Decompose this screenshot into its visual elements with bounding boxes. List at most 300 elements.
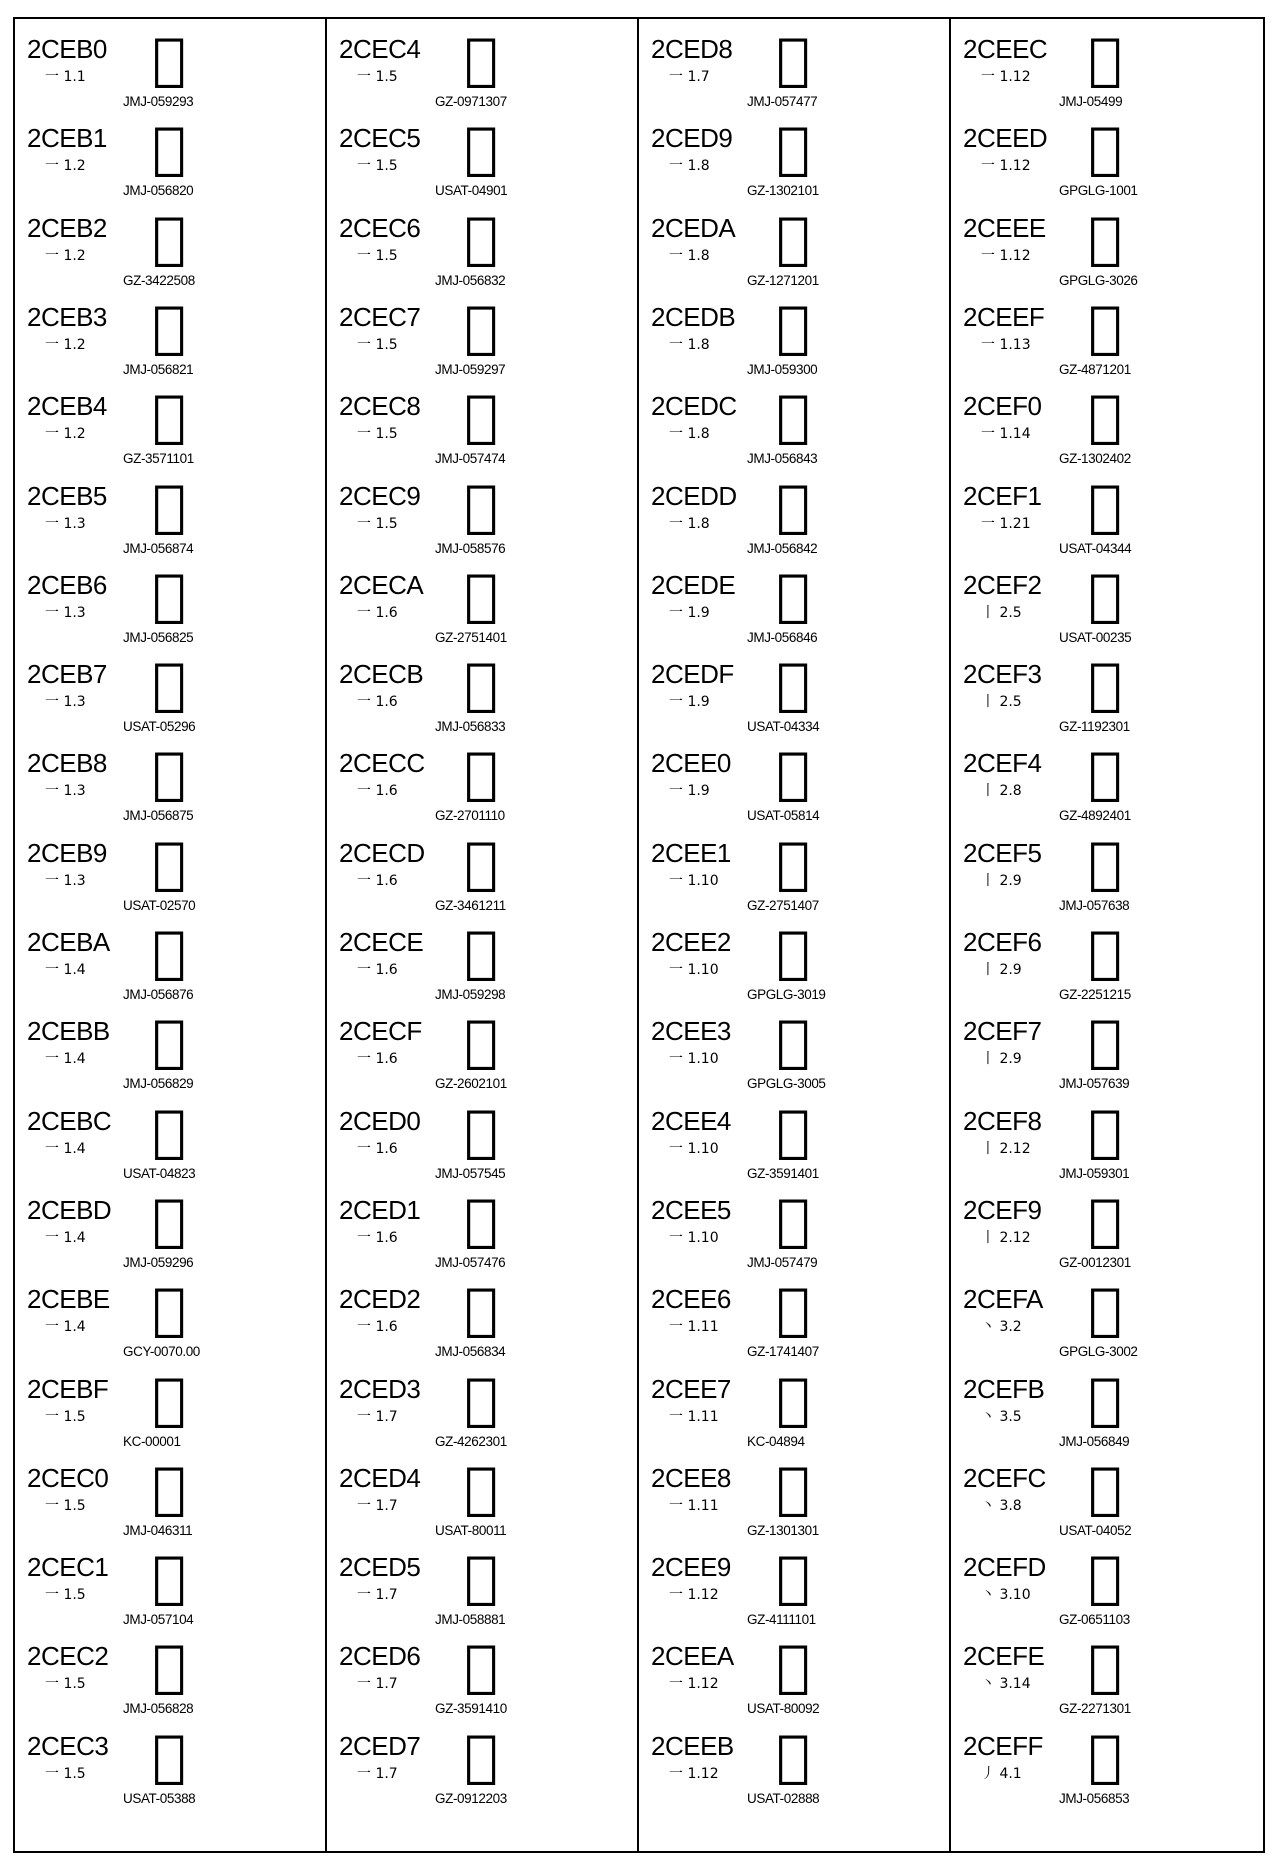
character-glyph: 𬺴 [152,384,186,450]
chart-entry [15,555,325,643]
radical-stroke-label: 一 1.8 [669,247,710,264]
source-reference-label: USAT-05296 [123,719,196,735]
character-glyph: 𬺻 [152,1009,186,1075]
character-glyph: 𬻅 [464,116,498,182]
code-point-label: 2CEEA [651,1641,734,1672]
source-reference-label: GZ-0012301 [1059,1254,1131,1270]
radical-stroke-label: 一 1.9 [669,604,710,621]
code-point-label: 2CECD [339,837,425,868]
chart-entry [639,1091,949,1179]
radical-stroke-label: 一 1.10 [669,1229,719,1246]
character-glyph: 𬻽 [1088,1545,1122,1611]
character-glyph: 𬻒 [464,1277,498,1343]
chart-entry [327,912,637,1000]
chart-entry [327,1180,637,1268]
source-reference-label: JMJ-056843 [747,451,818,467]
source-reference-label: GCY-0070.00 [123,1344,200,1360]
source-reference-label: JMJ-056829 [123,1076,194,1092]
character-glyph: 𬻺 [1088,1277,1122,1343]
code-chart-frame [13,17,1265,1853]
code-point-label: 2CEDC [651,391,737,422]
chart-entry [15,287,325,375]
code-point-label: 2CECB [339,659,424,690]
source-reference-label: GZ-2271301 [1059,1701,1131,1717]
chart-entry [327,555,637,643]
radical-stroke-label: 一 1.13 [981,336,1031,353]
chart-entry [15,19,325,107]
code-point-label: 2CEE0 [651,748,731,779]
chart-entry [951,1537,1263,1628]
source-reference-label: USAT-05388 [123,1790,196,1806]
chart-entry [951,733,1263,824]
radical-stroke-label: 丨 2.12 [981,1140,1031,1157]
code-point-label: 2CEF7 [963,1016,1042,1047]
character-glyph: 𬺽 [152,1187,186,1253]
source-reference-label: USAT-02888 [747,1790,820,1806]
chart-entry [951,287,1263,375]
radical-stroke-label: 一 1.3 [45,515,86,532]
radical-stroke-label: 一 1.4 [45,1229,86,1246]
radical-stroke-label: 一 1.8 [669,336,710,353]
radical-stroke-label: 一 1.8 [669,158,710,175]
character-glyph: 𬻮 [1088,205,1122,271]
source-reference-label: GZ-2251215 [1059,987,1131,1002]
code-point-label: 2CEE1 [651,837,731,868]
source-reference-label: KC-00001 [123,1433,181,1449]
radical-stroke-label: 一 1.5 [357,336,398,353]
code-point-label: 2CEB0 [27,34,107,64]
radical-stroke-label: 一 1.2 [45,158,86,175]
chart-entry [327,1537,637,1628]
code-point-label: 2CEB8 [27,748,107,779]
code-point-label: 2CEBB [27,1016,110,1047]
source-reference-label: GZ-1301301 [747,1522,819,1538]
radical-stroke-label: 一 1.3 [45,872,86,889]
source-reference-label: USAT-04901 [435,183,508,199]
source-reference-label: JMJ-058576 [435,540,506,556]
source-reference-label: USAT-02570 [123,897,196,913]
character-glyph: 𬻲 [1088,562,1122,628]
radical-stroke-label: 丶 3.10 [981,1587,1031,1604]
chart-entry [639,108,949,199]
code-point-label: 2CED3 [339,1373,421,1404]
radical-stroke-label: 丨 2.9 [981,872,1022,889]
source-reference-label: JMJ-056828 [123,1701,194,1717]
character-glyph: 𬺱 [152,116,186,182]
radical-stroke-label: 一 1.5 [357,69,398,85]
source-reference-label: JMJ-059293 [123,94,194,109]
character-glyph: 𬻕 [464,1545,498,1611]
radical-stroke-label: 一 1.6 [357,962,398,978]
character-glyph: 𬻪 [776,1634,810,1700]
source-reference-label: JMJ-056834 [435,1344,506,1360]
source-reference-label: GZ-3422508 [123,272,195,288]
radical-stroke-label: 一 1.3 [45,694,86,711]
chart-entry [327,466,637,554]
code-point-label: 2CED6 [339,1641,421,1672]
character-glyph: 𬻹 [1088,1187,1122,1253]
radical-stroke-label: 一 1.10 [669,872,719,889]
character-glyph: 𬻼 [1088,1455,1122,1521]
chart-entry [639,1269,949,1360]
chart-entry [639,555,949,643]
source-reference-label: GPGLG-3002 [1059,1344,1138,1360]
character-glyph: 𬻇 [464,294,498,360]
radical-stroke-label: 丨 2.5 [981,604,1022,621]
character-glyph: 𬻄 [464,27,498,92]
code-point-label: 2CEE8 [651,1462,731,1493]
radical-stroke-label: 一 1.10 [669,1140,719,1157]
source-reference-label: USAT-05814 [747,808,820,824]
chart-entry [15,912,325,1000]
source-reference-label: USAT-04052 [1059,1522,1132,1538]
source-reference-label: GZ-2701110 [435,808,505,824]
character-glyph: 𬻴 [1088,741,1122,807]
radical-stroke-label: 一 1.9 [669,694,710,711]
character-glyph: 𬻦 [776,1277,810,1343]
source-reference-label: JMJ-059300 [747,361,818,377]
radical-stroke-label: 一 1.12 [669,1587,719,1604]
radical-stroke-label: 丶 3.8 [981,1497,1022,1514]
radical-stroke-label: 一 1.11 [669,1497,719,1514]
chart-entry [327,1269,637,1360]
code-point-label: 2CEF4 [963,748,1042,779]
code-point-label: 2CEC1 [27,1552,109,1583]
character-glyph: 𬺿 [152,1366,186,1432]
source-reference-label: JMJ-058881 [435,1612,506,1628]
character-glyph: 𬻾 [1088,1634,1122,1700]
radical-stroke-label: 丿 4.1 [981,1765,1022,1782]
radical-stroke-label: 一 1.6 [357,1229,398,1246]
source-reference-label: USAT-00235 [1059,629,1132,645]
code-point-label: 2CEEC [963,34,1048,64]
character-glyph: 𬻑 [464,1187,498,1253]
chart-entry [639,198,949,286]
source-reference-label: USAT-04823 [123,1165,196,1181]
character-glyph: 𬺶 [152,562,186,628]
radical-stroke-label: 一 1.7 [357,1587,398,1604]
radical-stroke-label: 丨 2.5 [981,694,1022,711]
radical-stroke-label: 丶 3.5 [981,1408,1022,1425]
code-point-label: 2CEB7 [27,659,107,690]
code-point-label: 2CEDD [651,480,737,511]
source-reference-label: JMJ-057639 [1059,1076,1130,1092]
code-point-label: 2CEBD [27,1194,112,1225]
radical-stroke-label: 一 1.10 [669,962,719,978]
radical-stroke-label: 一 1.6 [357,1051,398,1068]
radical-stroke-label: 一 1.7 [357,1408,398,1425]
chart-entry [327,198,637,286]
radical-stroke-label: 一 1.8 [669,515,710,532]
chart-entry [327,823,637,911]
code-point-label: 2CEDE [651,569,736,600]
character-glyph: 𬺵 [152,473,186,539]
character-glyph: 𬻟 [776,652,810,718]
character-glyph: 𬻌 [464,741,498,807]
radical-stroke-label: 一 1.14 [981,426,1031,443]
source-reference-label: JMJ-056874 [123,540,194,556]
character-glyph: 𬺲 [152,205,186,271]
chart-entry [15,1091,325,1179]
radical-stroke-label: 一 1.5 [357,426,398,443]
chart-entry [15,1626,325,1717]
radical-stroke-label: 一 1.6 [357,1319,398,1336]
chart-entry [327,1448,637,1536]
chart-entry [639,823,949,911]
code-point-label: 2CEE7 [651,1373,731,1404]
code-point-label: 2CED2 [339,1284,421,1315]
source-reference-label: JMJ-059297 [435,361,506,377]
chart-entry [327,1001,637,1092]
radical-stroke-label: 一 1.6 [357,604,398,621]
source-reference-label: GZ-4871201 [1059,361,1131,377]
source-reference-label: USAT-04344 [1059,540,1132,556]
chart-entry [951,912,1263,1000]
radical-stroke-label: 一 1.7 [357,1676,398,1693]
radical-stroke-label: 一 1.6 [357,1140,398,1157]
code-point-label: 2CEF2 [963,569,1042,600]
source-reference-label: JMJ-05499 [1059,94,1123,109]
code-point-label: 2CEFB [963,1373,1045,1404]
radical-stroke-label: 一 1.11 [669,1319,719,1336]
character-glyph: 𬻈 [464,384,498,450]
radical-stroke-label: 一 1.3 [45,783,86,800]
chart-column-4 [951,19,1263,1851]
source-reference-label: GPGLG-1001 [1059,183,1138,199]
code-point-label: 2CEBA [27,927,110,957]
chart-entry [15,1359,325,1447]
chart-entry [327,287,637,375]
character-glyph: 𬻸 [1088,1098,1122,1164]
code-point-label: 2CECE [339,927,424,957]
radical-stroke-label: 一 1.5 [45,1408,86,1425]
source-reference-label: JMJ-056846 [747,629,818,645]
character-glyph: 𬺸 [152,741,186,807]
chart-entry [15,466,325,554]
code-point-label: 2CEED [963,123,1048,154]
code-point-label: 2CEFD [963,1552,1046,1583]
radical-stroke-label: 一 1.2 [45,247,86,264]
character-glyph: 𬺹 [152,830,186,896]
character-glyph: 𬻩 [776,1545,810,1611]
character-glyph: 𬻳 [1088,652,1122,718]
radical-stroke-label: 一 1.5 [45,1676,86,1693]
code-point-label: 2CEFC [963,1462,1046,1493]
code-point-label: 2CEF0 [963,391,1042,422]
code-point-label: 2CEEB [651,1730,734,1761]
radical-stroke-label: 一 1.2 [45,336,86,353]
source-reference-label: JMJ-057476 [435,1254,506,1270]
character-glyph: 𬻥 [776,1187,810,1253]
source-reference-label: KC-04894 [747,1433,805,1449]
chart-entry [15,1537,325,1628]
source-reference-label: USAT-80092 [747,1701,820,1717]
character-glyph: 𬺺 [152,920,186,985]
character-glyph: 𬺷 [152,652,186,718]
character-glyph: 𬻘 [776,27,810,92]
radical-stroke-label: 一 1.12 [981,158,1031,175]
character-glyph: 𬻻 [1088,1366,1122,1432]
code-point-label: 2CEFE [963,1641,1045,1672]
code-point-label: 2CEB2 [27,212,107,243]
code-point-label: 2CEC0 [27,1462,109,1493]
chart-entry [15,198,325,286]
code-point-label: 2CED5 [339,1552,421,1583]
character-glyph: 𬻐 [464,1098,498,1164]
source-reference-label: JMJ-057104 [123,1612,194,1628]
chart-entry [639,644,949,735]
source-reference-label: GZ-2602101 [435,1076,507,1092]
code-point-label: 2CEB4 [27,391,107,422]
code-point-label: 2CEFA [963,1284,1043,1315]
character-glyph: 𬻖 [464,1634,498,1700]
source-reference-label: GZ-0912203 [435,1790,507,1806]
source-reference-label: GZ-3591401 [747,1165,819,1181]
radical-stroke-label: 一 1.12 [669,1676,719,1693]
character-glyph: 𬻠 [776,741,810,807]
radical-stroke-label: 丨 2.9 [981,962,1022,978]
source-reference-label: JMJ-056832 [435,272,506,288]
source-reference-label: GZ-3591410 [435,1701,507,1717]
chart-column-3 [639,19,951,1851]
code-point-label: 2CEF1 [963,480,1042,511]
radical-stroke-label: 一 1.5 [45,1765,86,1782]
character-glyph: 𬻔 [464,1455,498,1521]
source-reference-label: JMJ-057638 [1059,897,1130,913]
source-reference-label: GPGLG-3026 [1059,272,1138,288]
radical-stroke-label: 一 1.7 [357,1765,398,1782]
radical-stroke-label: 一 1.21 [981,515,1031,532]
chart-entry [951,1359,1263,1447]
radical-stroke-label: 一 1.12 [981,247,1031,264]
chart-entry [327,1091,637,1179]
chart-entry [951,1626,1263,1717]
character-glyph: 𬻎 [464,920,498,985]
source-reference-label: JMJ-059298 [435,987,506,1002]
chart-entry [15,733,325,824]
code-point-label: 2CEF3 [963,659,1042,690]
radical-stroke-label: 一 1.6 [357,783,398,800]
radical-stroke-label: 一 1.6 [357,872,398,889]
radical-stroke-label: 一 1.5 [357,158,398,175]
chart-entry [15,108,325,199]
code-point-label: 2CEE5 [651,1194,731,1225]
source-reference-label: GZ-3461211 [435,897,506,913]
chart-entry [639,1626,949,1717]
chart-entry [951,198,1263,286]
code-point-label: 2CEE6 [651,1284,731,1315]
source-reference-label: JMJ-056875 [123,808,194,824]
chart-entry [951,1001,1263,1092]
source-reference-label: GZ-1302101 [747,183,819,199]
chart-entry [639,733,949,824]
code-point-label: 2CEB3 [27,301,107,332]
source-reference-label: JMJ-046311 [123,1522,193,1538]
code-point-label: 2CEF6 [963,927,1042,957]
source-reference-label: GZ-0971307 [435,94,507,109]
source-reference-label: GZ-2751407 [747,897,819,913]
code-point-label: 2CEC8 [339,391,421,422]
character-glyph: 𬻃 [152,1723,186,1789]
radical-stroke-label: 一 1.4 [45,962,86,978]
source-reference-label: JMJ-056820 [123,183,194,199]
chart-entry [639,1001,949,1092]
chart-column-1 [15,19,327,1851]
code-point-label: 2CEF5 [963,837,1042,868]
chart-entry [639,1359,949,1447]
source-reference-label: JMJ-056833 [435,719,506,735]
chart-entry [951,1180,1263,1268]
source-reference-label: GZ-4262301 [435,1433,507,1449]
character-glyph: 𬻊 [464,562,498,628]
chart-entry [639,287,949,375]
chart-entry [951,1448,1263,1536]
chart-entry [327,19,637,107]
source-reference-label: JMJ-056876 [123,987,194,1002]
chart-entry [15,1448,325,1536]
chart-entry [15,823,325,911]
character-glyph: 𬻛 [776,294,810,360]
code-point-label: 2CEB9 [27,837,107,868]
source-reference-label: GPGLG-3019 [747,987,826,1002]
chart-entry [15,376,325,467]
source-reference-label: GZ-2751401 [435,629,507,645]
character-glyph: 𬻙 [776,116,810,182]
character-glyph: 𬻍 [464,830,498,896]
code-point-label: 2CEE3 [651,1016,731,1047]
radical-stroke-label: 一 1.12 [669,1765,719,1782]
source-reference-label: USAT-04334 [747,719,820,735]
chart-entry [951,1269,1263,1360]
chart-entry [15,1001,325,1092]
radical-stroke-label: 一 1.5 [45,1587,86,1604]
code-point-label: 2CEB6 [27,569,107,600]
code-point-label: 2CED0 [339,1105,421,1136]
code-point-label: 2CEF9 [963,1194,1042,1225]
character-glyph: 𬻿 [1088,1723,1122,1789]
code-point-label: 2CEBF [27,1373,109,1404]
source-reference-label: JMJ-059296 [123,1254,194,1270]
chart-entry [951,108,1263,199]
chart-entry [639,912,949,1000]
chart-entry [327,1626,637,1717]
source-reference-label: JMJ-059301 [1059,1165,1130,1181]
radical-stroke-label: 一 1.12 [981,69,1031,85]
character-glyph: 𬻵 [1088,830,1122,896]
source-reference-label: GZ-0651103 [1059,1612,1130,1628]
character-glyph: 𬻝 [776,473,810,539]
source-reference-label: GZ-4111101 [747,1612,816,1628]
character-glyph: 𬺼 [152,1098,186,1164]
code-point-label: 2CECA [339,569,424,600]
chart-entry [639,1537,949,1628]
source-reference-label: JMJ-057477 [747,94,818,109]
code-point-label: 2CEDB [651,301,736,332]
chart-entry [327,108,637,199]
source-reference-label: GZ-1302402 [1059,451,1131,467]
chart-entry [951,1716,1263,1804]
code-point-label: 2CEEE [963,212,1046,243]
chart-column-2 [327,19,639,1851]
radical-stroke-label: 一 1.5 [357,247,398,264]
character-glyph: 𬻏 [464,1009,498,1075]
source-reference-label: USAT-80011 [435,1522,507,1538]
code-point-label: 2CED4 [339,1462,421,1493]
code-point-label: 2CEC6 [339,212,421,243]
character-glyph: 𬺾 [152,1277,186,1343]
radical-stroke-label: 丶 3.14 [981,1676,1031,1693]
character-glyph: 𬻗 [464,1723,498,1789]
